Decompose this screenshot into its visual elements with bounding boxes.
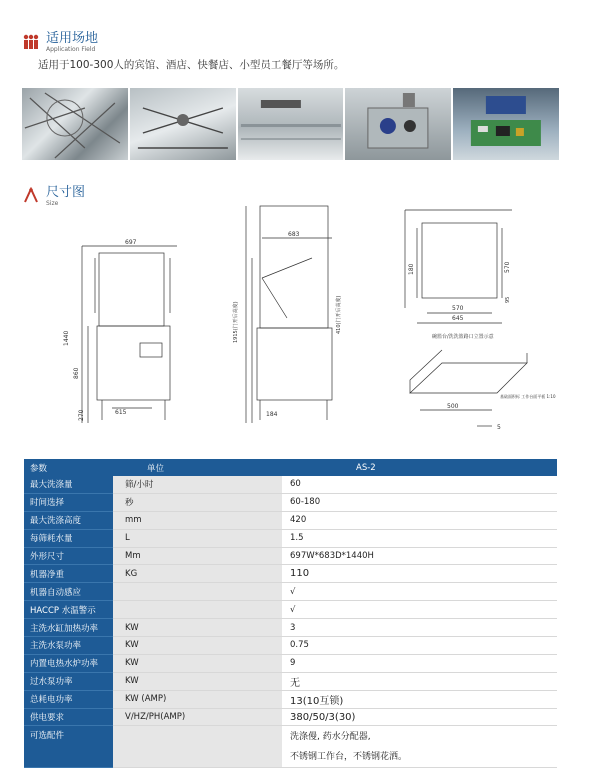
- table-header-row: [24, 459, 557, 476]
- table-row: [24, 619, 557, 637]
- section-subtitle: Application Field: [46, 46, 96, 53]
- param-cell: 总耗电功率: [24, 690, 113, 708]
- param-cell: 机器净重: [24, 565, 113, 583]
- value-cell: √: [282, 583, 557, 601]
- table-row: [24, 511, 557, 529]
- unit-cell: 秒: [113, 493, 282, 511]
- table-row: [24, 726, 557, 768]
- table-row: [24, 708, 557, 726]
- unit-cell: KW (AMP): [113, 690, 282, 708]
- side-base-label: 184: [266, 411, 278, 418]
- unit-cell: KW: [113, 654, 282, 672]
- front-width-label: 697: [125, 239, 137, 246]
- tray-note: 基础面积标 工作台面平板 1:10: [500, 394, 556, 399]
- param-cell: 内置电热水炉功率: [24, 654, 113, 672]
- tray-h-label: 5: [497, 424, 501, 431]
- plan-h1-label: 180: [408, 263, 415, 275]
- unit-cell: 筛/小时: [113, 476, 282, 493]
- header-param: 参数: [24, 459, 113, 476]
- param-cell: 每筛耗水量: [24, 529, 113, 547]
- table-row: [24, 672, 557, 690]
- photo-control-board: [453, 88, 559, 160]
- plan-w2-label: 645: [452, 315, 464, 322]
- unit-cell: Mm: [113, 547, 282, 565]
- table-row: [24, 493, 557, 511]
- accessory-line: 不锈钢工作台，不锈钢花洒。: [290, 752, 408, 763]
- value-cell: 0.75: [282, 637, 557, 655]
- value-cell: √: [282, 601, 557, 619]
- table-row: [24, 601, 557, 619]
- dimension-drawings: [22, 198, 562, 448]
- tray-width-label: 500: [447, 403, 459, 410]
- side-view-drawing: [246, 206, 332, 423]
- side-door-label: 410(门开后高度): [336, 295, 342, 334]
- value-cell: 697W*683D*1440H: [282, 547, 557, 565]
- table-row: [24, 690, 557, 708]
- section-title: 适用场地: [46, 31, 99, 46]
- photo-rack: [22, 88, 128, 160]
- unit-cell: [113, 601, 282, 619]
- front-leg-label: 270: [78, 409, 85, 421]
- param-cell: 供电要求: [24, 708, 113, 726]
- param-cell: 主洗水泵功率: [24, 637, 113, 655]
- unit-cell: [113, 726, 282, 768]
- front-body-label: 860: [73, 367, 80, 379]
- table-row: [24, 637, 557, 655]
- front-height-label: 1440: [63, 330, 70, 346]
- side-total-label: 1915(门开后高度): [233, 301, 239, 343]
- accessory-line: 洗涤僈, 药水分配器,: [290, 732, 371, 743]
- plan-w1-label: 570: [452, 305, 464, 312]
- plan-h3-label: 95: [505, 296, 511, 303]
- front-foot-label: 615: [115, 409, 127, 416]
- param-cell: 过水泵功率: [24, 672, 113, 690]
- unit-cell: KW: [113, 637, 282, 655]
- param-cell: 外形尺寸: [24, 547, 113, 565]
- table-row: [24, 565, 557, 583]
- param-cell: 时间选择: [24, 493, 113, 511]
- unit-cell: KW: [113, 672, 282, 690]
- param-cell: 最大洗涤高度: [24, 511, 113, 529]
- plan-h2-label: 570: [504, 261, 511, 273]
- table-row: [24, 476, 557, 493]
- value-cell: 9: [282, 654, 557, 672]
- table-row: [24, 583, 557, 601]
- param-cell: 机器自动感应: [24, 583, 113, 601]
- tray-drawing: [410, 350, 527, 426]
- application-description: 适用于100-300人的宾馆、酒店、快餐店、小型员工餐厅等场所。: [38, 59, 345, 71]
- table-row: [24, 547, 557, 565]
- table-row: [24, 529, 557, 547]
- value-cell: 420: [282, 511, 557, 529]
- front-view-drawing: [82, 246, 177, 423]
- value-cell: 13(10互锁): [282, 690, 557, 708]
- unit-cell: V/HZ/PH(AMP): [113, 708, 282, 726]
- param-cell: HACCP 水温警示: [24, 601, 113, 619]
- section-subtitle: Size: [46, 200, 59, 207]
- plan-note: 碗篮台/洗洗篮路口立置示意: [432, 334, 494, 340]
- value-cell: 60-180: [282, 493, 557, 511]
- photo-wash-arm: [130, 88, 236, 160]
- header-unit: 单位: [113, 459, 282, 476]
- value-cell: 380/50/3(30): [282, 708, 557, 726]
- param-cell: 可选配件: [24, 726, 113, 768]
- side-top-label: 683: [288, 231, 300, 238]
- photo-internal-pump: [345, 88, 451, 160]
- unit-cell: L: [113, 529, 282, 547]
- unit-cell: KW: [113, 619, 282, 637]
- param-cell: 主洗水缸加热功率: [24, 619, 113, 637]
- value-cell: 1.5: [282, 529, 557, 547]
- value-cell: [282, 726, 557, 768]
- value-cell: 3: [282, 619, 557, 637]
- section-application-field: [22, 32, 98, 54]
- people-icon: [22, 33, 40, 51]
- unit-cell: mm: [113, 511, 282, 529]
- photo-strip: [22, 88, 559, 160]
- value-cell: 无: [282, 672, 557, 690]
- spec-table: [24, 459, 557, 768]
- unit-cell: [113, 583, 282, 601]
- unit-cell: KG: [113, 565, 282, 583]
- section-title: 尺寸图: [46, 185, 86, 200]
- photo-door-handle: [238, 88, 344, 160]
- table-row: [24, 654, 557, 672]
- header-model: AS-2: [282, 459, 557, 476]
- param-cell: 最大洗涤量: [24, 476, 113, 493]
- value-cell: 110: [282, 565, 557, 583]
- value-cell: 60: [282, 476, 557, 493]
